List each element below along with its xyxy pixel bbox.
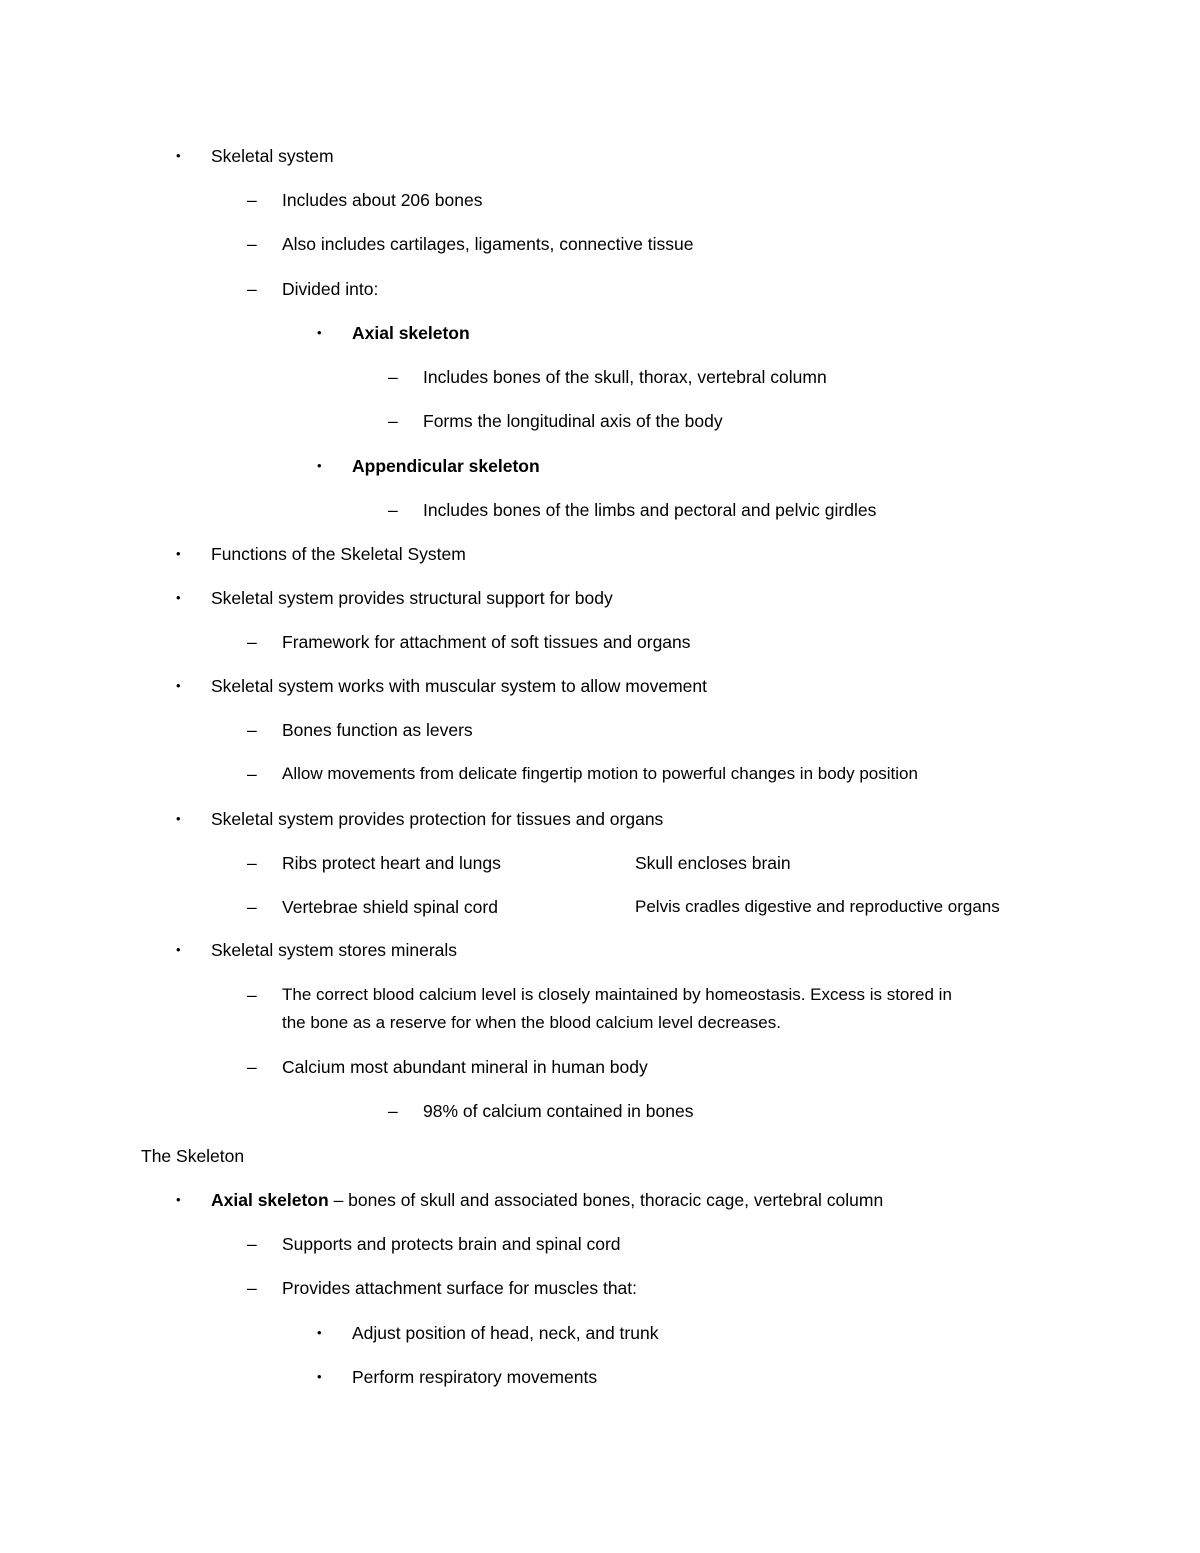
list-item: Calcium most abundant mineral in human body — [282, 1057, 648, 1077]
dash-marker: – — [247, 720, 257, 740]
list-item: Forms the longitudinal axis of the body — [423, 411, 723, 431]
list-item — [211, 1186, 883, 1214]
list-item: Framework for attachment of soft tissues and organs — [282, 632, 691, 652]
dash-marker: – — [247, 897, 257, 917]
list-item: Includes bones of the limbs and pectoral and pelvic girdles — [423, 500, 877, 520]
list-item: Skeletal system works with muscular system to allow movement — [211, 676, 707, 696]
list-item-column-2: Skull encloses brain — [635, 853, 791, 873]
list-item: Also includes cartilages, ligaments, connective tissue — [282, 234, 694, 254]
dash-marker: – — [247, 985, 257, 1005]
list-item: Perform respiratory movements — [352, 1367, 598, 1387]
dash-marker: – — [247, 764, 257, 784]
list-item: Skeletal system provides protection for tissues and organs — [211, 809, 664, 829]
bullet-marker: • — [317, 325, 322, 340]
bullet-marker: • — [176, 546, 181, 561]
dash-marker: – — [247, 279, 257, 299]
bullet-marker: • — [317, 458, 322, 473]
list-item: Supports and protects brain and spinal cord — [282, 1234, 621, 1254]
dash-marker: – — [388, 500, 398, 520]
list-item: Includes bones of the skull, thorax, vertebral column — [423, 367, 827, 387]
list-item: Allow movements from delicate fingertip motion to powerful changes in body position — [282, 764, 918, 783]
dash-marker: – — [247, 1057, 257, 1077]
list-item-column-2: Pelvis cradles digestive and reproductive organs — [635, 897, 1000, 916]
list-item: Skeletal system provides structural support for body — [211, 588, 613, 608]
list-item: Adjust position of head, neck, and trunk — [352, 1323, 659, 1343]
list-item: Skeletal system stores minerals — [211, 940, 458, 960]
list-item: Skeletal system — [211, 146, 334, 166]
list-item-definition: – bones of skull and associated bones, thoracic cage, vertebral column — [328, 1190, 884, 1210]
list-item: Provides attachment surface for muscles that: — [282, 1278, 638, 1298]
bullet-marker: • — [176, 590, 181, 605]
dash-marker: – — [388, 1101, 398, 1121]
bullet-marker: • — [317, 1369, 322, 1384]
dash-marker: – — [388, 367, 398, 387]
dash-marker: – — [247, 1234, 257, 1254]
list-item: Vertebrae shield spinal cord — [282, 897, 498, 917]
list-item: Ribs protect heart and lungs — [282, 853, 501, 873]
list-item: 98% of calcium contained in bones — [423, 1101, 694, 1121]
dash-marker: – — [247, 632, 257, 652]
bullet-marker: • — [176, 1192, 181, 1207]
dash-marker: – — [388, 411, 398, 431]
bullet-marker: • — [176, 148, 181, 163]
list-item: Functions of the Skeletal System — [211, 544, 466, 564]
bullet-marker: • — [176, 678, 181, 693]
dash-marker: – — [247, 1278, 257, 1298]
list-item: Divided into: — [282, 279, 379, 299]
bullet-marker: • — [317, 1325, 322, 1340]
dash-marker: – — [247, 234, 257, 254]
list-item: Bones function as levers — [282, 720, 473, 740]
list-item: Includes about 206 bones — [282, 190, 483, 210]
bullet-marker: • — [176, 942, 181, 957]
list-item-heading: Axial skeleton — [352, 323, 470, 343]
list-item-heading: Appendicular skeleton — [352, 456, 540, 476]
list-item: The correct blood calcium level is closely maintained by homeostasis. Excess is stored in — [282, 985, 952, 1004]
list-item-bold-term: Axial skeleton — [211, 1190, 329, 1210]
section-heading: The Skeleton — [141, 1146, 245, 1166]
dash-marker: – — [247, 190, 257, 210]
list-item-continuation: the bone as a reserve for when the blood calcium level decreases. — [282, 1013, 781, 1032]
bullet-marker: • — [176, 811, 181, 826]
dash-marker: – — [247, 853, 257, 873]
